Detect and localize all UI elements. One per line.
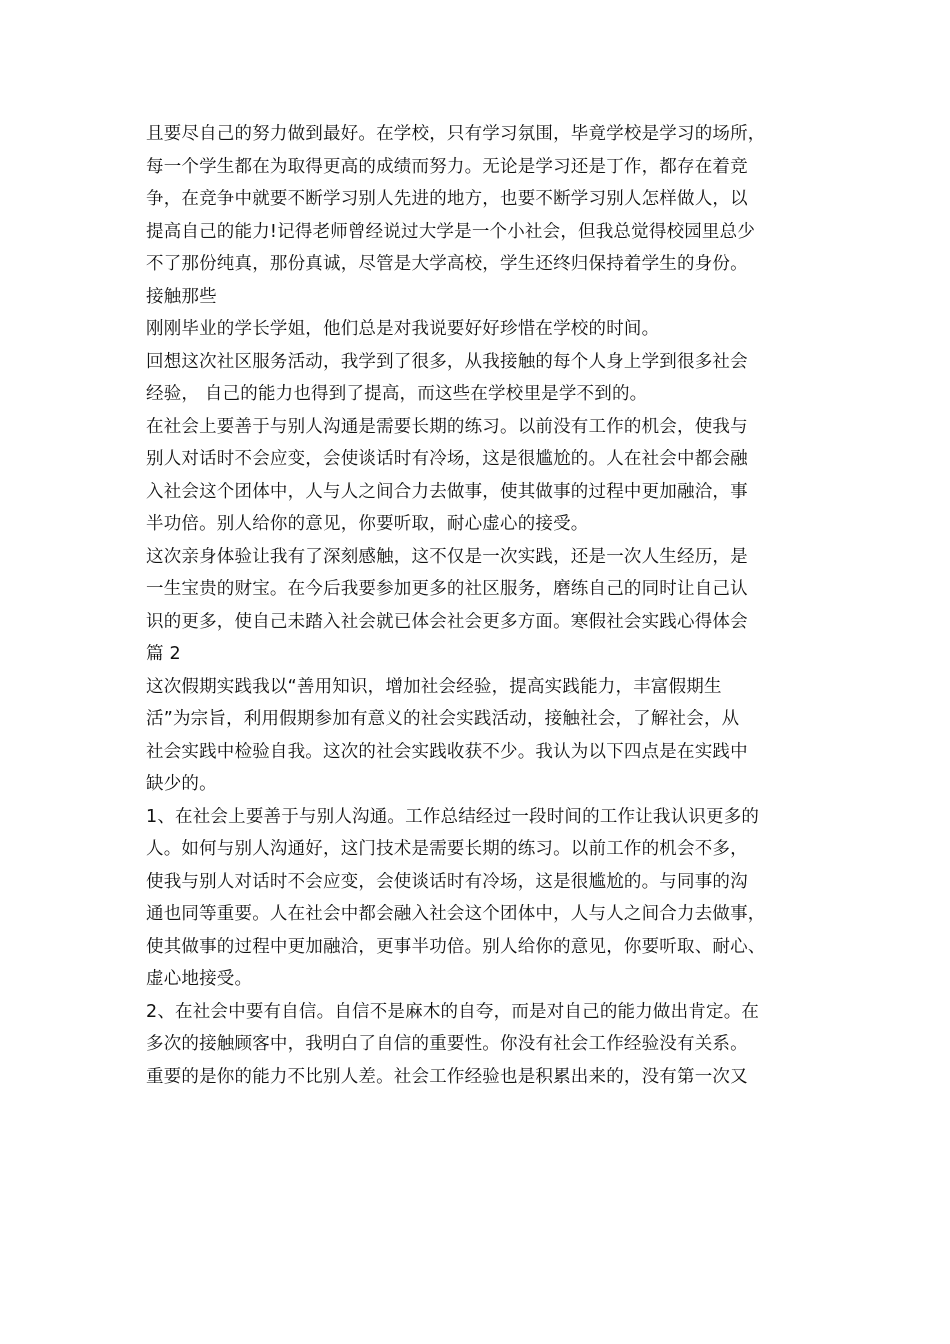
text-line: 在社会上要善于与别人沟通是需要长期的练习。以前没有工作的机会，使我与 [146, 416, 748, 437]
document-body [146, 118, 806, 1093]
text-line: 刚刚毕业的学长学姐，他们总是对我说要好好珍惜在学校的时间。 [146, 319, 660, 339]
paragraph-8 [146, 996, 806, 1094]
paragraph-4 [146, 411, 806, 541]
text-line: 争，在竞争中就要不断学习别人先进的地方，也要不断学习别人怎样做人，以 [146, 189, 748, 209]
paragraph-1 [146, 118, 806, 313]
text-line: 别人对话时不会应变，会使谈话时有冷场，这是很尴尬的。人在社会中都会融 [146, 449, 748, 469]
text-line: 一生宝贵的财宝。在今后我要参加更多的社区服务，磨练自己的同时让自己认 [146, 579, 748, 599]
text-line: 2、在社会中要有自信。自信不是麻木的自夸，而是对自己的能力做出肯定。在 [146, 1001, 760, 1022]
text-line: 入社会这个团体中，人与人之间合力去做事，使其做事的过程中更加融洽，事 [146, 481, 748, 502]
paragraph-6 [146, 671, 806, 801]
text-line: 活”为宗旨，利用假期参加有意义的社会实践活动，接触社会，了解社会，从 [146, 709, 740, 729]
text-line: 虚心地接受。 [146, 969, 253, 989]
text-line: 重要的是你的能力不比别人差。社会工作经验也是积累出来的，没有第一次又 [146, 1066, 748, 1087]
text-line: 且要尽自己的努力做到最好。在学校，只有学习氛围，毕竟学校是学习的场所， [146, 124, 766, 144]
paragraph-3 [146, 346, 806, 411]
text-line: 通也同等重要。人在社会中都会融入社会这个团体中，人与人之间合力去做事， [146, 904, 766, 924]
text-line: 使我与别人对话时不会应变，会使谈话时有冷场，这是很尴尬的。与同事的沟 [146, 871, 748, 892]
text-line: 每一个学生都在为取得更高的成绩而努力。无论是学习还是丁作，都存在着竞 [146, 156, 748, 177]
text-line: 不了那份纯真，那份真诚，尽管是大学高校，学生还终归保持着学生的身份。 [146, 254, 748, 274]
text-line: 缺少的。 [146, 774, 217, 794]
text-line: 回想这次社区服务活动，我学到了很多，从我接触的每个人身上学到很多社会 [146, 351, 748, 372]
text-line: 1、在社会上要善于与别人沟通。工作总结经过一段时间的工作让我认识更多的 [146, 806, 760, 827]
text-line: 社会实践中检验自我。这次的社会实践收获不少。我认为以下四点是在实践中 [146, 741, 748, 762]
paragraph-7 [146, 801, 806, 996]
text-line: 接触那些 [146, 286, 217, 307]
text-line: 半功倍。别人给你的意见，你要听取，耐心虚心的接受。 [146, 514, 589, 534]
text-line: 这次假期实践我以“善用知识，增加社会经验，提高实践能力，丰富假期生 [146, 676, 722, 697]
text-line: 提高自己的能力!记得老师曾经说过大学是一个小社会，但我总觉得校园里总少 [146, 221, 756, 242]
paragraph-5 [146, 541, 806, 671]
text-line: 这次亲身体验让我有了深刻感触，这不仅是一次实践，还是一次人生经历，是 [146, 546, 748, 567]
text-line: 使其做事的过程中更加融洽，更事半功倍。别人给你的意见，你要听取、耐心、 [146, 936, 766, 957]
text-line: 经验， 自己的能力也得到了提高，而这些在学校里是学不到的。 [146, 384, 648, 404]
paragraph-2 [146, 313, 806, 346]
text-line: 篇 2 [146, 644, 181, 664]
text-line: 识的更多，使自己未踏入社会就已体会社会更多方面。寒假社会实践心得体会 [146, 611, 748, 632]
text-line: 多次的接触顾客中，我明白了自信的重要性。你没有社会工作经验没有关系。 [146, 1034, 748, 1054]
text-line: 人。如何与别人沟通好，这门技术是需要长期的练习。以前工作的机会不多， [146, 839, 748, 859]
